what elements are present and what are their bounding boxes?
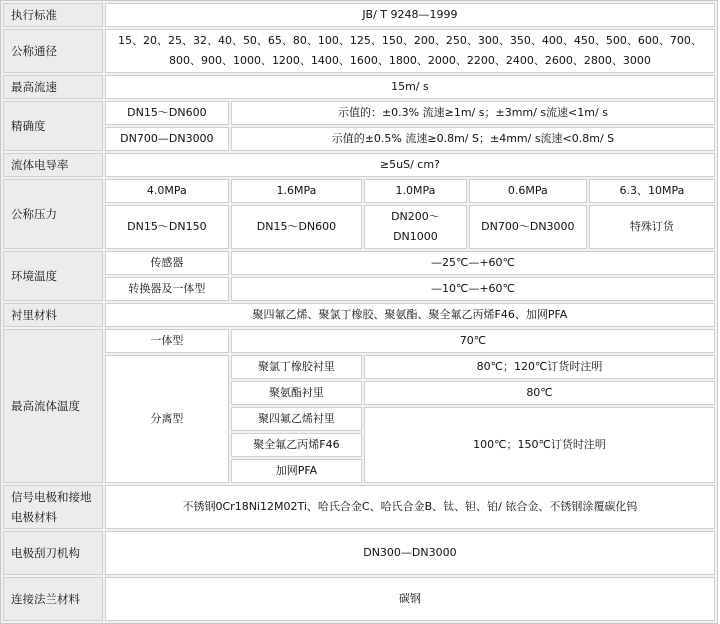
pressure-rating: 1.6MPa <box>231 179 362 203</box>
row-flange <box>3 577 715 621</box>
row-lining <box>3 303 715 327</box>
pressure-rating: 0.6MPa <box>469 179 587 203</box>
row-max-flow <box>3 75 715 99</box>
max-fluid-temp-label: 最高流体温度 <box>3 329 103 483</box>
liner-name: 聚四氟乙烯衬里 <box>231 407 362 431</box>
accuracy-value: 示值的：±0.3% 流速≥1m/ s；±3mm/ s流速<1m/ s <box>231 101 715 125</box>
pressure-range: DN15～DN150 <box>105 205 229 249</box>
liner-temp: 80℃ <box>364 381 715 405</box>
pressure-rating: 6.3、10MPa <box>589 179 715 203</box>
row-fluid-temp-separate-1 <box>3 355 715 379</box>
nominal-diameter-line1: 15、20、25、32、40、50、65、80、100、125、150、200、250、300、350、400、450、500、600、700、 <box>117 34 702 47</box>
electrodes-value: 不锈钢0Cr18Ni12M02Ti、哈氏合金C、哈氏合金B、钛、钽、铂/ 铱合金、不锈钢涂覆碳化钨 <box>105 485 715 529</box>
ambient-temp-item: 传感器 <box>105 251 229 275</box>
standard-label: 执行标准 <box>3 3 103 27</box>
row-pressure-ratings <box>3 179 715 203</box>
fluid-temp-integral-type: 一体型 <box>105 329 229 353</box>
conductivity-value: ≥5uS/ cm? <box>105 153 715 177</box>
row-electrodes <box>3 485 715 529</box>
pressure-range: DN200～ DN1000 <box>364 205 467 249</box>
accuracy-range: DN700—DN3000 <box>105 127 229 151</box>
row-pressure-ranges <box>3 205 715 249</box>
standard-value: JB/ T 9248—1999 <box>105 3 715 27</box>
pressure-rating: 1.0MPa <box>364 179 467 203</box>
lining-value: 聚四氟乙烯、聚氯丁橡胶、聚氨酯、聚全氟乙丙烯F46、加网PFA <box>105 303 715 327</box>
row-standard <box>3 3 715 27</box>
pressure-range: DN15～DN600 <box>231 205 362 249</box>
liner-temp: 100℃；150℃订货时注明 <box>364 407 715 483</box>
electrodes-label: 信号电极和接地电极材料 <box>3 485 103 529</box>
row-nominal-diameter <box>3 29 715 73</box>
accuracy-value: 示值的±0.5% 流速≥0.8m/ S；±4mm/ s流速<0.8m/ S <box>231 127 715 151</box>
scraper-value: DN300—DN3000 <box>105 531 715 575</box>
conductivity-label: 流体电导率 <box>3 153 103 177</box>
scraper-label: 电极刮刀机构 <box>3 531 103 575</box>
flange-label: 连接法兰材料 <box>3 577 103 621</box>
max-flow-label: 最高流速 <box>3 75 103 99</box>
accuracy-label: 精确度 <box>3 101 103 151</box>
pressure-range: DN700～DN3000 <box>469 205 587 249</box>
liner-name: 聚氯丁橡胶衬里 <box>231 355 362 379</box>
fluid-temp-integral-value: 70℃ <box>231 329 715 353</box>
row-ambient-temp-2 <box>3 277 715 301</box>
accuracy-range: DN15～DN600 <box>105 101 229 125</box>
nominal-diameter-label: 公称通径 <box>3 29 103 73</box>
liner-name: 加网PFA <box>231 459 362 483</box>
max-flow-value: 15m/ s <box>105 75 715 99</box>
fluid-temp-separate-type: 分离型 <box>105 355 229 483</box>
row-scraper <box>3 531 715 575</box>
flange-value: 碳钢 <box>105 577 715 621</box>
row-conductivity <box>3 153 715 177</box>
pressure-label: 公称压力 <box>3 179 103 249</box>
pressure-range: 特殊订货 <box>589 205 715 249</box>
row-ambient-temp-1 <box>3 251 715 275</box>
ambient-temp-label: 环境温度 <box>3 251 103 301</box>
ambient-temp-value: —10℃—+60℃ <box>231 277 715 301</box>
pressure-rating: 4.0MPa <box>105 179 229 203</box>
nominal-diameter-line2: 800、900、1000、1200、1400、1600、1800、2000、2200、2400、2600、2800、3000 <box>168 54 651 67</box>
row-fluid-temp-integral <box>3 329 715 353</box>
ambient-temp-value: —25℃—+60℃ <box>231 251 715 275</box>
liner-temp: 80℃；120℃订货时注明 <box>364 355 715 379</box>
liner-name: 聚全氟乙丙烯F46 <box>231 433 362 457</box>
liner-name: 聚氨酯衬里 <box>231 381 362 405</box>
row-accuracy-2 <box>3 127 715 151</box>
ambient-temp-item: 转换器及一体型 <box>105 277 229 301</box>
nominal-diameter-value <box>105 29 715 73</box>
row-accuracy-1 <box>3 101 715 125</box>
lining-label: 衬里材料 <box>3 303 103 327</box>
